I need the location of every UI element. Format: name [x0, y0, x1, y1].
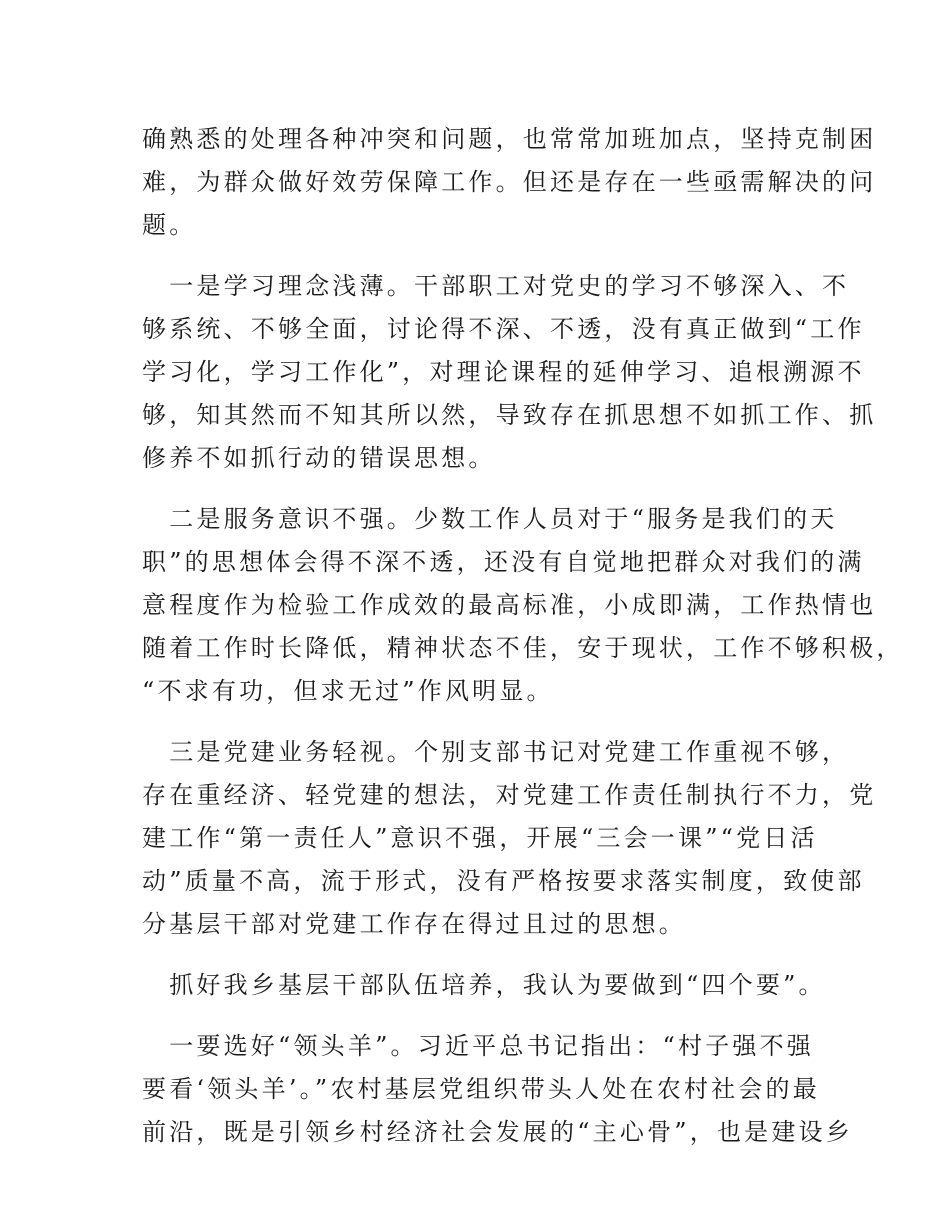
text-line: 随着工作时长降低，精神状态不佳，安于现状，工作不够积极， — [142, 634, 904, 662]
text-line: 三是党建业务轻视。个别支部书记对党建工作重视不够， — [142, 738, 850, 766]
text-line: 建工作“第一责任人”意识不强，开展“三会一课”“党日活 — [142, 824, 818, 852]
text-line: 分基层干部对党建工作存在得过且过的思想。 — [142, 910, 686, 938]
document-body — [142, 118, 904, 1172]
paragraph-study-concept — [142, 265, 877, 480]
text-line: 职”的思想体会得不深不透，还没有自觉地把群众对我们的满 — [142, 548, 865, 576]
paragraph-intro — [142, 118, 877, 247]
text-line: 一要选好“领头羊”。习近平总书记指出：“村子强不强 — [142, 1032, 815, 1060]
text-line: 动”质量不高，流于形式，没有严格按要求落实制度，致使部 — [142, 867, 865, 895]
paragraph-four-requirements — [142, 964, 832, 1007]
text-line: 要看‘领头羊’。”农村基层党组织带头人处在农村社会的最 — [142, 1075, 820, 1103]
text-line: 存在重经济、轻党建的想法，对党建工作责任制执行不力，党 — [142, 781, 877, 809]
text-line: 二是服务意识不强。少数工作人员对于“服务是我们的天 — [142, 505, 838, 533]
text-line: 抓好我乡基层干部队伍培养，我认为要做到“四个要”。 — [142, 971, 826, 999]
text-line: “不求有功，但求无过”作风明显。 — [142, 677, 554, 705]
text-line: 题。 — [142, 211, 197, 239]
text-line: 够系统、不够全面，讨论得不深、不透，没有真正做到“工作 — [142, 315, 865, 343]
paragraph-leader — [142, 1025, 853, 1154]
text-line: 学习化，学习工作化”，对理论课程的延伸学习、追根溯源不 — [142, 358, 865, 386]
text-line: 确熟悉的处理各种冲突和问题，也常常加班加点，坚持克制困 — [142, 125, 877, 153]
text-line: 修养不如抓行动的错误思想。 — [142, 444, 496, 472]
text-line: 前沿，既是引领乡村经济社会发展的“主心骨”，也是建设乡 — [142, 1118, 853, 1146]
text-line: 一是学习理念浅薄。干部职工对党史的学习不够深入、不 — [142, 272, 850, 300]
paragraph-party-building — [142, 731, 877, 946]
text-line: 意程度作为检验工作成效的最高标准，小成即满，工作热情也 — [142, 591, 877, 619]
text-line: 够，知其然而不知其所以然，导致存在抓思想不如抓工作、抓 — [142, 401, 877, 429]
text-line: 难，为群众做好效劳保障工作。但还是存在一些亟需解决的问 — [142, 168, 877, 196]
paragraph-service-awareness — [142, 498, 904, 713]
